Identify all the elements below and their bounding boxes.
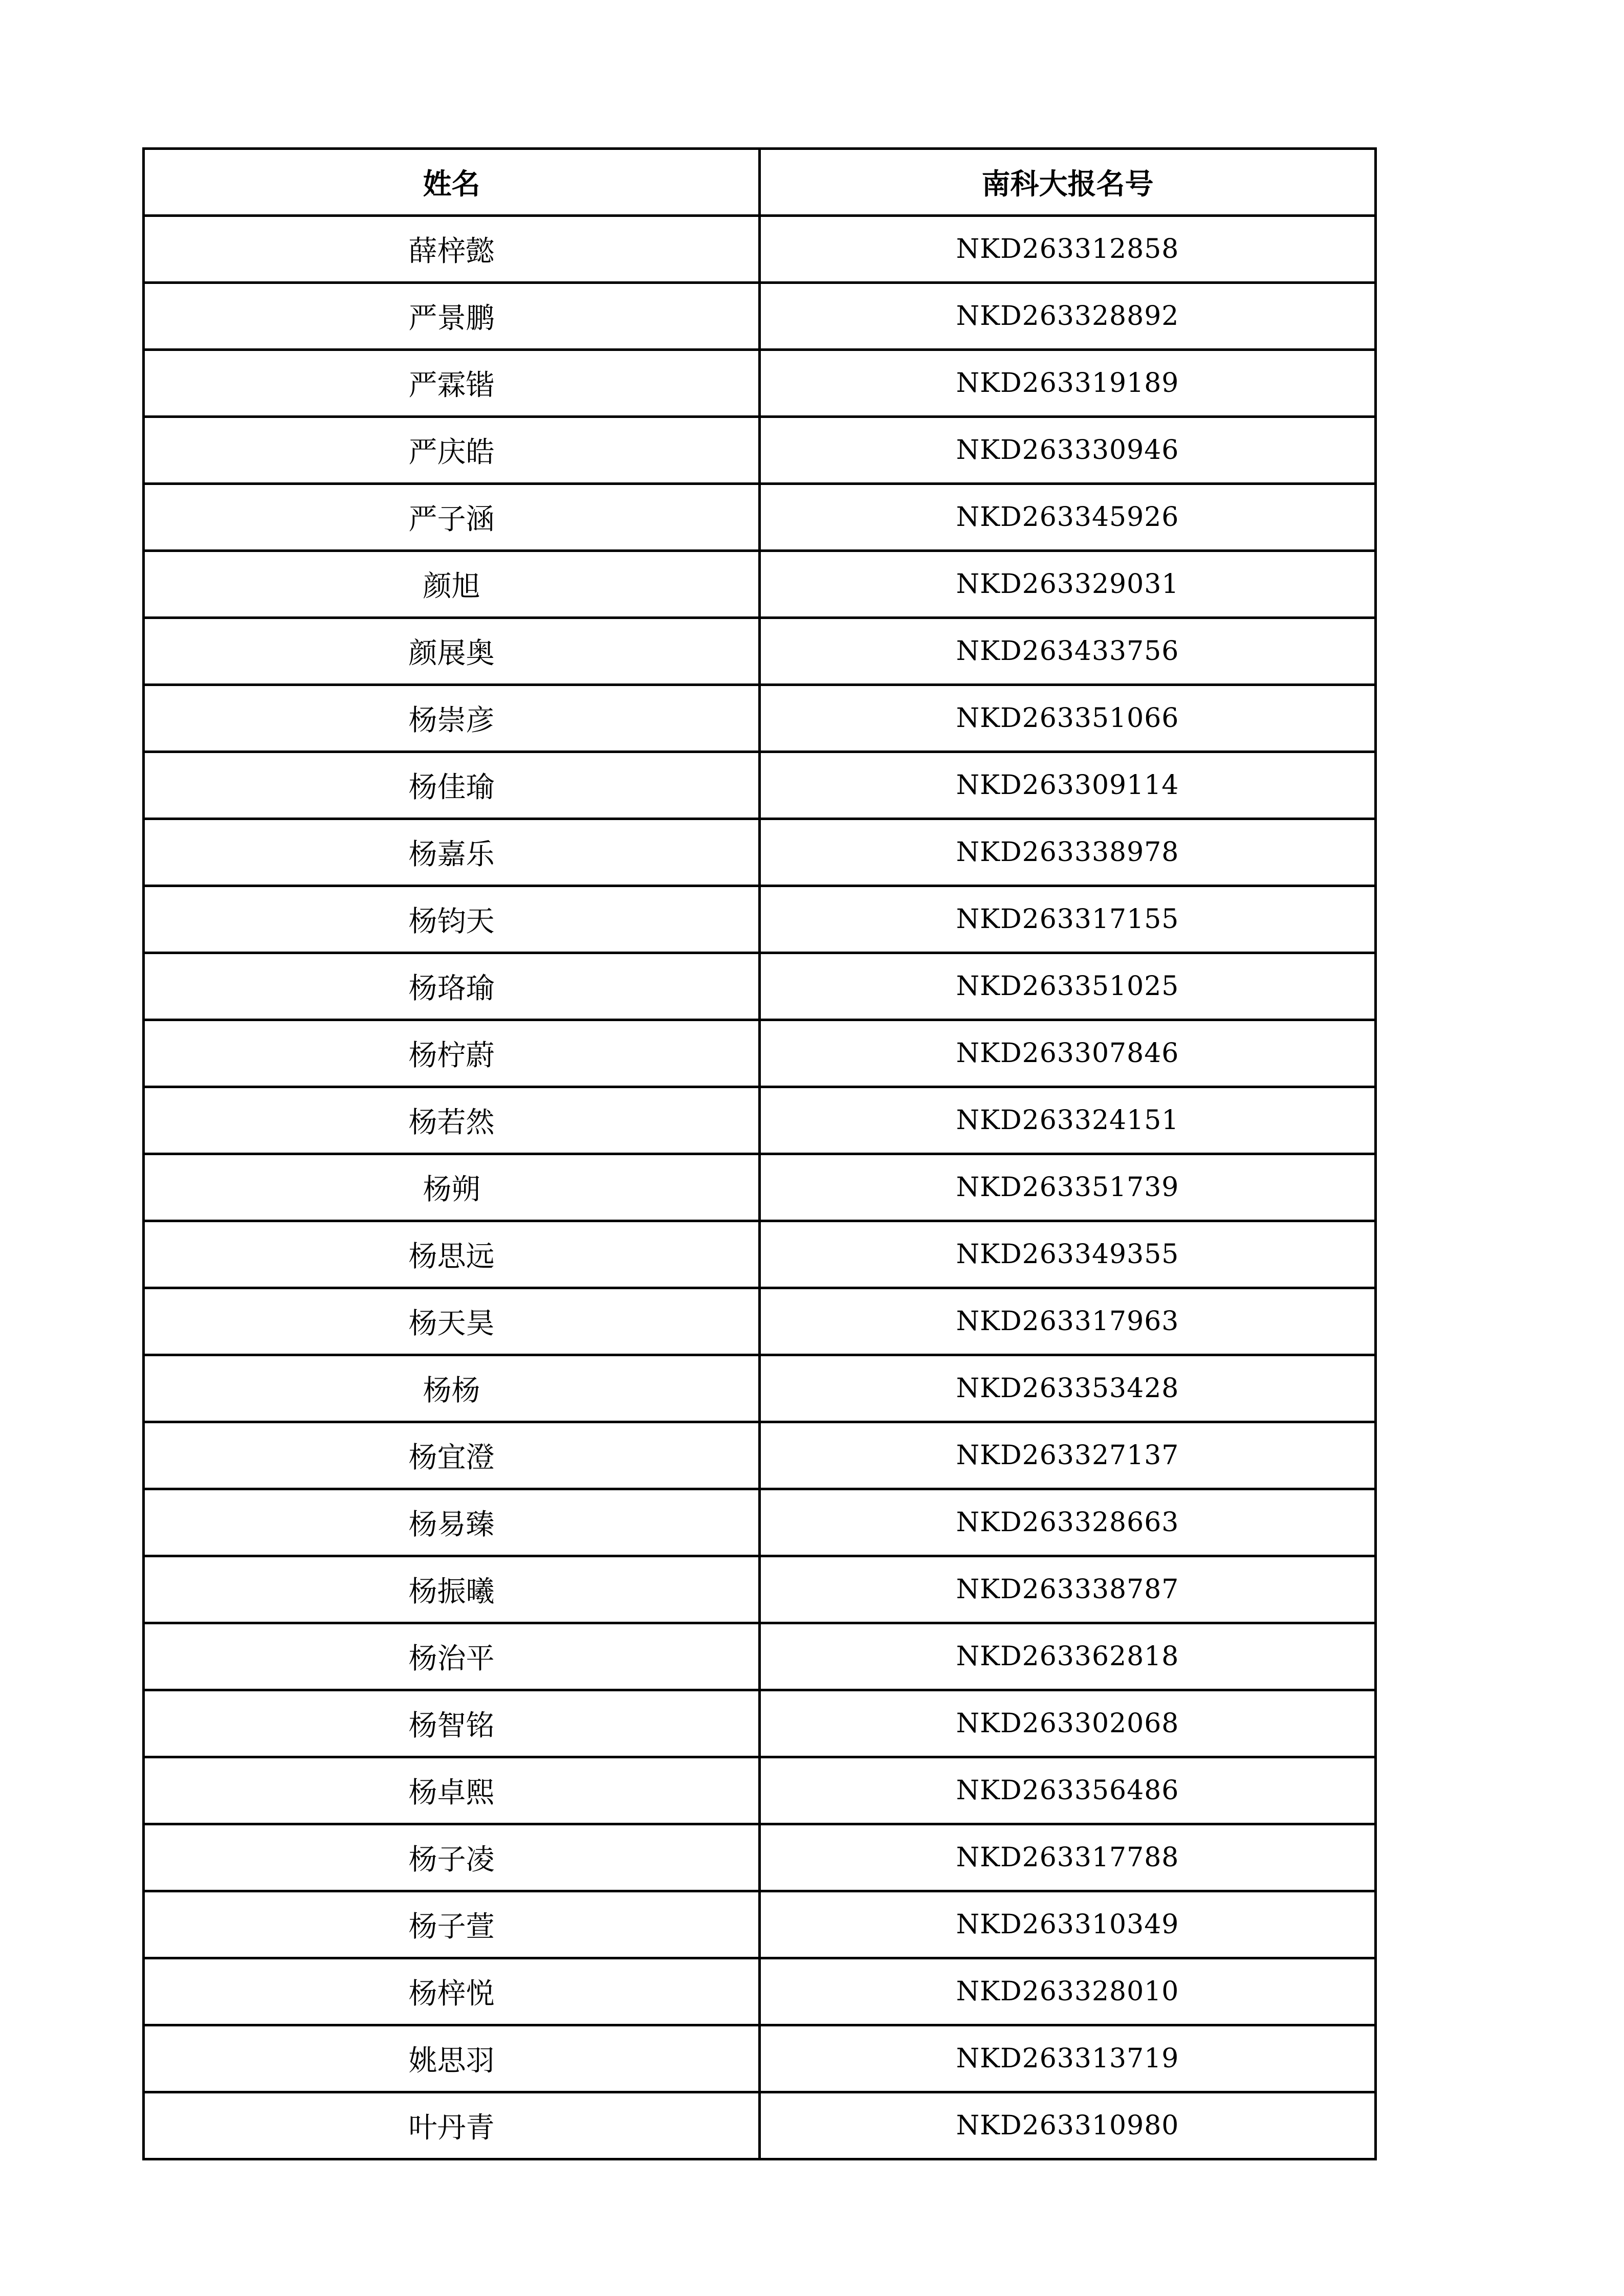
student-name-cell: 颜旭 [144,551,760,618]
table-row [144,1757,1376,1824]
student-name-cell: 叶丹青 [144,2092,760,2159]
registration-number-cell: NKD263317155 [760,886,1376,953]
student-name-cell: 杨智铭 [144,1690,760,1757]
table-row [144,819,1376,886]
registration-number-cell: NKD263309114 [760,752,1376,819]
student-name-cell: 杨崇彦 [144,685,760,752]
registration-number-cell: NKD263356486 [760,1757,1376,1824]
student-name-cell: 严霖锴 [144,350,760,417]
table-header-row [144,149,1376,216]
student-name-cell: 杨易臻 [144,1489,760,1556]
student-name-cell: 杨梓悦 [144,1958,760,2025]
registration-number-cell: NKD263312858 [760,216,1376,283]
registration-number-cell: NKD263327137 [760,1422,1376,1489]
table-row [144,2025,1376,2092]
registration-number-cell: NKD263349355 [760,1221,1376,1288]
registration-number-cell: NKD263345926 [760,484,1376,551]
table-row [144,886,1376,953]
table-row [144,1422,1376,1489]
header-name: 姓名 [144,149,760,216]
registration-number-cell: NKD263330946 [760,417,1376,484]
table-row [144,1824,1376,1891]
registration-number-cell: NKD263433756 [760,618,1376,685]
registration-number-cell: NKD263313719 [760,2025,1376,2092]
student-name-cell: 严景鹏 [144,283,760,350]
table-row [144,1489,1376,1556]
registration-number-cell: NKD263317788 [760,1824,1376,1891]
student-name-cell: 严庆皓 [144,417,760,484]
document-page [142,147,1374,2160]
registration-number-cell: NKD263319189 [760,350,1376,417]
table-row [144,1355,1376,1422]
registration-number-cell: NKD263328010 [760,1958,1376,2025]
registration-number-cell: NKD263307846 [760,1020,1376,1087]
registration-number-cell: NKD263351739 [760,1154,1376,1221]
table-row [144,1221,1376,1288]
table-row [144,1020,1376,1087]
table-row [144,417,1376,484]
registration-number-cell: NKD263324151 [760,1087,1376,1154]
student-name-cell: 杨若然 [144,1087,760,1154]
registration-number-cell: NKD263362818 [760,1623,1376,1690]
student-name-cell: 杨子凌 [144,1824,760,1891]
student-name-cell: 杨佳瑜 [144,752,760,819]
table-row [144,953,1376,1020]
student-name-cell: 杨宜澄 [144,1422,760,1489]
table-row [144,484,1376,551]
student-name-cell: 杨治平 [144,1623,760,1690]
registration-number-cell: NKD263302068 [760,1690,1376,1757]
registration-number-cell: NKD263310980 [760,2092,1376,2159]
table-row [144,752,1376,819]
table-row [144,1087,1376,1154]
table-row [144,2092,1376,2159]
table-row [144,1958,1376,2025]
student-name-cell: 颜展奥 [144,618,760,685]
registration-number-cell: NKD263351066 [760,685,1376,752]
table-row [144,1288,1376,1355]
registration-number-cell: NKD263338787 [760,1556,1376,1623]
table-row [144,1556,1376,1623]
registration-number-cell: NKD263351025 [760,953,1376,1020]
student-name-cell: 姚思羽 [144,2025,760,2092]
student-name-cell: 杨振曦 [144,1556,760,1623]
table-row [144,618,1376,685]
student-name-cell: 杨珞瑜 [144,953,760,1020]
table-row [144,1690,1376,1757]
registration-number-cell: NKD263310349 [760,1891,1376,1958]
student-name-cell: 杨嘉乐 [144,819,760,886]
student-name-cell: 薛梓懿 [144,216,760,283]
registration-number-cell: NKD263329031 [760,551,1376,618]
student-name-cell: 严子涵 [144,484,760,551]
student-name-cell: 杨思远 [144,1221,760,1288]
table-row [144,283,1376,350]
registration-number-cell: NKD263328663 [760,1489,1376,1556]
student-name-cell: 杨朔 [144,1154,760,1221]
table-row [144,350,1376,417]
registration-number-cell: NKD263338978 [760,819,1376,886]
table-row [144,551,1376,618]
table-row [144,216,1376,283]
registration-number-cell: NKD263353428 [760,1355,1376,1422]
student-name-cell: 杨柠蔚 [144,1020,760,1087]
registration-number-cell: NKD263328892 [760,283,1376,350]
admission-roster-table [142,147,1377,2160]
registration-number-cell: NKD263317963 [760,1288,1376,1355]
student-name-cell: 杨杨 [144,1355,760,1422]
table-row [144,685,1376,752]
student-name-cell: 杨钧天 [144,886,760,953]
student-name-cell: 杨卓熙 [144,1757,760,1824]
student-name-cell: 杨天昊 [144,1288,760,1355]
table-body [144,216,1376,2159]
header-registration-number: 南科大报名号 [760,149,1376,216]
student-name-cell: 杨子萱 [144,1891,760,1958]
table-row [144,1891,1376,1958]
table-row [144,1623,1376,1690]
table-row [144,1154,1376,1221]
